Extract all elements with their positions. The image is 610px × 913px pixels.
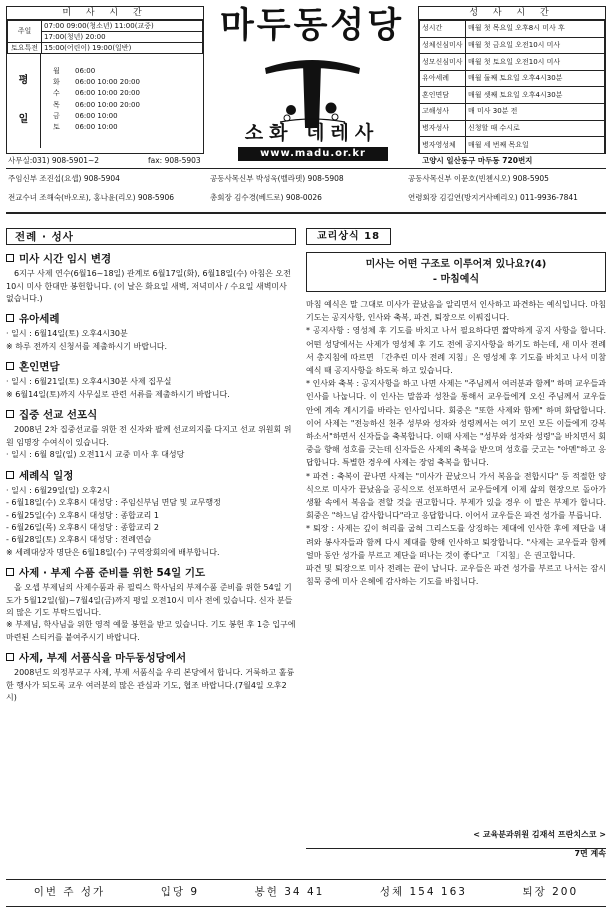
sacrament-time: 매월 둘째 토요일 오후4시30분 xyxy=(466,70,605,87)
liturgy-item-heading xyxy=(6,567,296,580)
sacrament-times-box xyxy=(418,6,606,154)
liturgy-item-line: · 일시 : 6월29일(일) 오후2시 xyxy=(6,485,110,495)
liturgy-item-heading xyxy=(6,652,296,665)
liturgy-item-line: ※ 하루 전까지 신청서를 제출하시기 바랍니다. xyxy=(6,341,168,351)
mass-times-table xyxy=(7,20,203,54)
sunday-label: 주일 xyxy=(8,21,42,43)
sacrament-name: 성모신심미사 xyxy=(420,54,466,71)
sacrament-time: 매월 세 번째 목요일 xyxy=(466,137,605,154)
hymn-label: 이번 주 성가 xyxy=(33,886,106,899)
weekday-label-1: 평 xyxy=(18,75,29,87)
sacrament-row xyxy=(420,87,605,104)
catechism-paragraph: * 인사와 축복 : 공지사항을 하고 나면 사제는 "주님께서 여러분과 함께" 하며 교우들과 인사를 나눕니다. 이 인사는 말씀과 성찬을 통해서 교우들에게 오신 주님께서 교우들 안에 계속 계시기를 바라는 인사입니다. 회중은 "또한 사제와 함께" 하며 화답합니다. 이어 사제는 "전능하신 천주 성부와 성자와 성령께서는 여기 모인 모든 이들에게 강복하소서"하면서 신자들을 축복합니다. 이때 사제는 "성부와 성자와 성령"을 바치면서 회중을 향해 성호를 긋는데 신자들은 사제의 축복을 받으며 성호를 긋고는 "아멘"하고 응답합니다. 특별한 경우에 사제는 장엄 축복을 합니다. xyxy=(306,379,606,468)
sunday-times-2: 17:00(청년) 20:00 xyxy=(42,32,203,43)
weekday-row xyxy=(53,88,140,99)
recessional-hymn: 200 xyxy=(552,886,579,899)
sacrament-row xyxy=(420,54,605,71)
saturday-label: 토요특전 xyxy=(8,43,42,54)
liturgy-item-title: 집중 선교 선포식 xyxy=(19,409,98,422)
sacrament-name: 유아세례 xyxy=(420,70,466,87)
contact-divider-2 xyxy=(6,212,606,214)
catechism-question-line2: - 마침예식 xyxy=(432,274,480,285)
sunday-times-1: 07:00 09:00(청소년) 11:00(교중) xyxy=(42,21,203,32)
weekday-times: 06:00 10:00 20:00 xyxy=(75,78,140,87)
communion-hymn-2: 163 xyxy=(440,886,467,899)
catechism-paragraph: * 파견 : 축복이 끝나면 사제는 "미사가 끝났으니 가서 복음을 전합시다" 등 적절한 양식으로 미사가 끝났음을 공식으로 선포하면서 교우들에게 이제 삶의 현장으로 돌아가 생활 속에서 복음을 전할 것을 권고합니다. 부제가 있을 경우 이 말은 부제가 합니다. 회중은 "하느님 감사합니다"라고 응답합니다. 이어서 교우들은 파견 성가를 부릅니다. xyxy=(306,471,606,521)
recessional-label: 퇴장 xyxy=(522,886,547,899)
sacrament-times-table xyxy=(419,20,605,154)
communion-label: 성체 xyxy=(379,886,405,899)
weekday-times: 06:00 10:00 xyxy=(75,122,118,131)
parish-address: 고양시 일산동구 마두동 720번지 xyxy=(422,156,533,165)
liturgy-item-heading xyxy=(6,409,296,422)
continued-notice xyxy=(306,848,606,859)
weekday-block xyxy=(7,54,203,148)
liturgy-item-heading xyxy=(6,253,296,266)
contact-divider-1 xyxy=(6,168,606,169)
weekday-times: 06:00 10:00 20:00 xyxy=(75,100,140,109)
square-bullet-icon xyxy=(6,653,14,661)
liturgy-item-body: 2008년 2차 집중선교를 위한 전 신자와 팔께 선교의지를 다지고 선교 위원회 위원 임명장 수여식이 있습니다. xyxy=(6,425,292,447)
sacrament-name: 성시간 xyxy=(420,21,466,38)
liturgy-item-line: ※ 6월14일(토)까지 사무실로 관련 서류를 제출하시기 바랍니다. xyxy=(6,389,230,399)
liturgy-item-title: 유아세례 xyxy=(19,313,60,326)
weekday-day: 수 xyxy=(53,89,60,98)
entrance-hymn: 9 xyxy=(190,886,200,899)
sacrament-row xyxy=(420,137,605,154)
president-contact: 총회장 김수경(베드로) 908-0026 xyxy=(210,193,322,202)
sacrament-time: 신청할 때 수시로 xyxy=(466,120,605,137)
sacrament-row xyxy=(420,70,605,87)
assistant-priest2-contact: 공동사목신부 이문호(빈첸시오) 908-5905 xyxy=(408,174,549,183)
liturgy-item-line: · 일시 : 6월 8일(일) 오전11시 교중 미사 후 대성당 xyxy=(6,450,185,460)
mass-times-box xyxy=(6,6,204,154)
liturgy-item-line: · 일시 : 6월14일(토) 오후4시30분 xyxy=(6,329,128,339)
weekday-row xyxy=(53,122,140,133)
sacrament-name: 병자영성체 xyxy=(420,137,466,154)
weekday-day: 목 xyxy=(53,100,60,109)
fax-number: fax: 908-5903 xyxy=(148,156,201,165)
liturgy-items xyxy=(6,253,296,705)
liturgy-item-body: 2008년도 의정부교구 사제, 부제 서품식을 우리 본당에서 합니다. 거룩하고 훌륭한 행사가 되도록 교우 여러분의 많은 관심과 기도, 협조 바랍니다.(7월4일 오후2시) xyxy=(6,668,295,703)
hymn-footer xyxy=(6,879,606,907)
sacrament-time: 매월 첫 목요일 오후8시 미사 후 xyxy=(466,21,605,38)
liturgy-item-heading xyxy=(6,361,296,374)
saturday-times: 15:00(어린이) 19:00(일반) xyxy=(42,43,203,54)
square-bullet-icon xyxy=(6,471,14,479)
square-bullet-icon xyxy=(6,314,14,322)
liturgy-item-line: ※ 세례대상자 명단은 6월18일(수) 구역장회의에 배부합니다. xyxy=(6,547,220,557)
sacrament-row xyxy=(420,37,605,54)
liturgy-section-title: 전례 · 성사 xyxy=(6,228,296,245)
sacrament-row xyxy=(420,120,605,137)
mass-times-heading: 미 사 시 간 xyxy=(7,7,203,20)
office-phone: 사무실:031) 908-5901~2 xyxy=(8,156,100,165)
liturgy-item-title: 세례식 일정 xyxy=(19,469,74,482)
liturgy-item-line: · 일시 : 6월21일(토) 오후4시30분 사제 집무실 xyxy=(6,377,172,387)
sacrament-name: 성체신심미사 xyxy=(420,37,466,54)
liturgy-item-line: ※ 부제님, 학사님을 위한 영적 예물 봉헌을 받고 있습니다. 기도 봉헌 후 1층 입구에 마련된 스티커를 붙여주시기 바랍니다. xyxy=(6,620,296,642)
weekday-row xyxy=(53,111,140,122)
liturgy-item-title: 사제, 부제 서품식을 마두동성당에서 xyxy=(19,652,187,665)
offertory-hymn-2: 41 xyxy=(306,886,325,899)
assistant-priest-contact: 공동사목신부 박성욱(벨라뎃) 908-5908 xyxy=(210,174,344,183)
square-bullet-icon xyxy=(6,568,14,576)
liturgy-item-heading xyxy=(6,470,296,483)
entrance-label: 입당 xyxy=(160,886,185,899)
patron-saint: 소화 데레사 xyxy=(244,122,380,144)
catechism-paragraph: 마침 예식은 말 그대로 미사가 끝났음을 알리면서 인사하고 파견하는 예식입니다. 마침 기도는 공지사항, 인사와 축복, 파견, 퇴장으로 이뤄집니다. xyxy=(306,300,606,323)
liturgy-item-line: - 6월18일(수) 오후8시 대성당 : 주임신부님 면담 및 교무행정 xyxy=(6,498,221,508)
sacrament-name: 고해성사 xyxy=(420,103,466,120)
weekday-day: 토 xyxy=(53,122,60,131)
weekday-row xyxy=(53,77,140,88)
sacrament-time: 매월 첫 토요일 오전10시 미사 xyxy=(466,54,605,71)
catechism-header xyxy=(306,228,606,248)
catechism-body xyxy=(306,298,606,588)
sacrament-name: 혼인면담 xyxy=(420,87,466,104)
website-link[interactable]: www.madu.or.kr xyxy=(238,147,388,161)
square-bullet-icon xyxy=(6,254,14,262)
weekday-row xyxy=(53,100,140,111)
catechism-author: < 교육분과위원 김재석 프란치스코 > xyxy=(473,830,606,839)
pastor-contact: 주임신부 조진섭(요셉) 908-5904 xyxy=(8,174,120,183)
liturgy-item-body: 올 오셉 부제님의 사제수품과 류 필릭스 학사님의 부제수품 준비를 위한 54일 기도가 5월12일(월)~7월4일(금)까지 평일 오전10시 미사 전에 있습니다. 신자 분들의 많은 기도 부탁드립니다. xyxy=(6,583,293,618)
catechism-paragraph: * 퇴장 : 사제는 깊이 허리를 굽혀 그리스도를 상징하는 제대에 인사한 후에 제단을 내려와 봉사자들과 함께 다시 제대를 향해 인사하고 퇴장합니다. "사제는 교우들과 함께 얼마 동안 성가를 부르고 제단을 떠나는 것이 좋다"고 「지침」은 권고합니다. xyxy=(306,524,606,560)
liturgy-item-title: 미사 시간 임시 변경 xyxy=(19,253,112,265)
youth-contact: 연령회장 김길연(방지거사베리오) 011-9936-7841 xyxy=(408,193,578,202)
catechism-paragraph: * 공지사항 : 영성체 후 기도를 바치고 나서 필요하다면 짧막하게 공지 사항을 합니다. 어떤 성당에서는 사제가 영성체 후 기도 전에 공지사항을 하기도 하는데, 새 미사 전례서 총지침에 따르면 「간추린 미사 전례 지침」은 영성체 후 기도를 바치고 나서 미참 예식 때 공지사항을 하도록 하고 있습니다. xyxy=(306,326,606,376)
liturgy-column xyxy=(6,228,296,705)
weekday-day: 월 xyxy=(53,67,60,75)
weekday-times: 06:00 10:00 20:00 xyxy=(75,89,140,98)
sacrament-name: 병자성사 xyxy=(420,120,466,137)
offertory-hymn-1: 34 xyxy=(284,886,302,899)
weekday-label-2: 일 xyxy=(18,114,29,126)
liturgy-item-heading xyxy=(6,313,296,326)
sacrament-time: 매월 셋째 토요일 오후4시30분 xyxy=(466,87,605,104)
catechism-question-line1: 미사는 어떤 구조로 이루어져 있나요?(4) xyxy=(365,259,547,270)
weekday-day: 화 xyxy=(53,78,60,87)
offertory-label: 봉헌 xyxy=(254,886,279,899)
weekday-day: 금 xyxy=(53,111,60,120)
liturgy-item-line: - 6월28일(토) 오후8시 대성당 : 전례연습 xyxy=(6,535,152,545)
liturgy-item-line: - 6월26일(목) 오후8시 대성당 : 종합교리 2 xyxy=(6,522,159,532)
weekday-times: 06:00 xyxy=(75,67,96,75)
liturgy-item-line: - 6월25일(수) 오후8시 대성당 : 종합교리 1 xyxy=(6,510,159,520)
sacrament-times-heading: 성 사 시 간 xyxy=(419,7,605,20)
catechism-section-title: 교리상식 18 xyxy=(306,228,391,245)
weekday-list xyxy=(41,54,140,148)
square-bullet-icon xyxy=(6,410,14,418)
square-bullet-icon xyxy=(6,362,14,370)
sisters-contact: 전교수녀 조해숙(바오로), 홍나윤(리오) 908-5906 xyxy=(8,193,175,202)
liturgy-item-body: 6지구 사제 연수(6월16~18일) 관계로 6월17일(화), 6월18일(수) 아침은 오전10시 미사 한대만 봉헌합니다. (이 날은 화요일 새벽, 저녁미사 / 수요일 새벽미사 없습니다.) xyxy=(6,269,291,303)
liturgy-item-title: 혼인면담 xyxy=(19,361,60,374)
weekday-row xyxy=(53,66,140,77)
catechism-question-box xyxy=(306,252,606,292)
sacrament-time: 매월 첫 금요일 오전10시 미사 xyxy=(466,37,605,54)
weekday-times: 06:00 10:00 xyxy=(75,111,118,120)
parish-title: 마두동성당 xyxy=(219,6,405,46)
communion-hymn-1: 154 xyxy=(409,886,436,899)
sacrament-time: 매 미사 30분 전 xyxy=(466,103,605,120)
cross-logo-icon xyxy=(225,50,400,128)
catechism-paragraph: 파견 및 퇴장으로 미사 전례는 끝이 납니다. 교우들은 파견 성가를 부르고 나서는 잠시 침묵 중에 미사 은혜에 감사하는 기도를 바칩니다. xyxy=(306,564,606,587)
continued-label: 7면 계속 xyxy=(574,849,606,858)
sacrament-row xyxy=(420,103,605,120)
sacrament-row xyxy=(420,21,605,38)
liturgy-item-title: 사제 · 부제 수품 준비를 위한 54일 기도 xyxy=(19,567,206,580)
